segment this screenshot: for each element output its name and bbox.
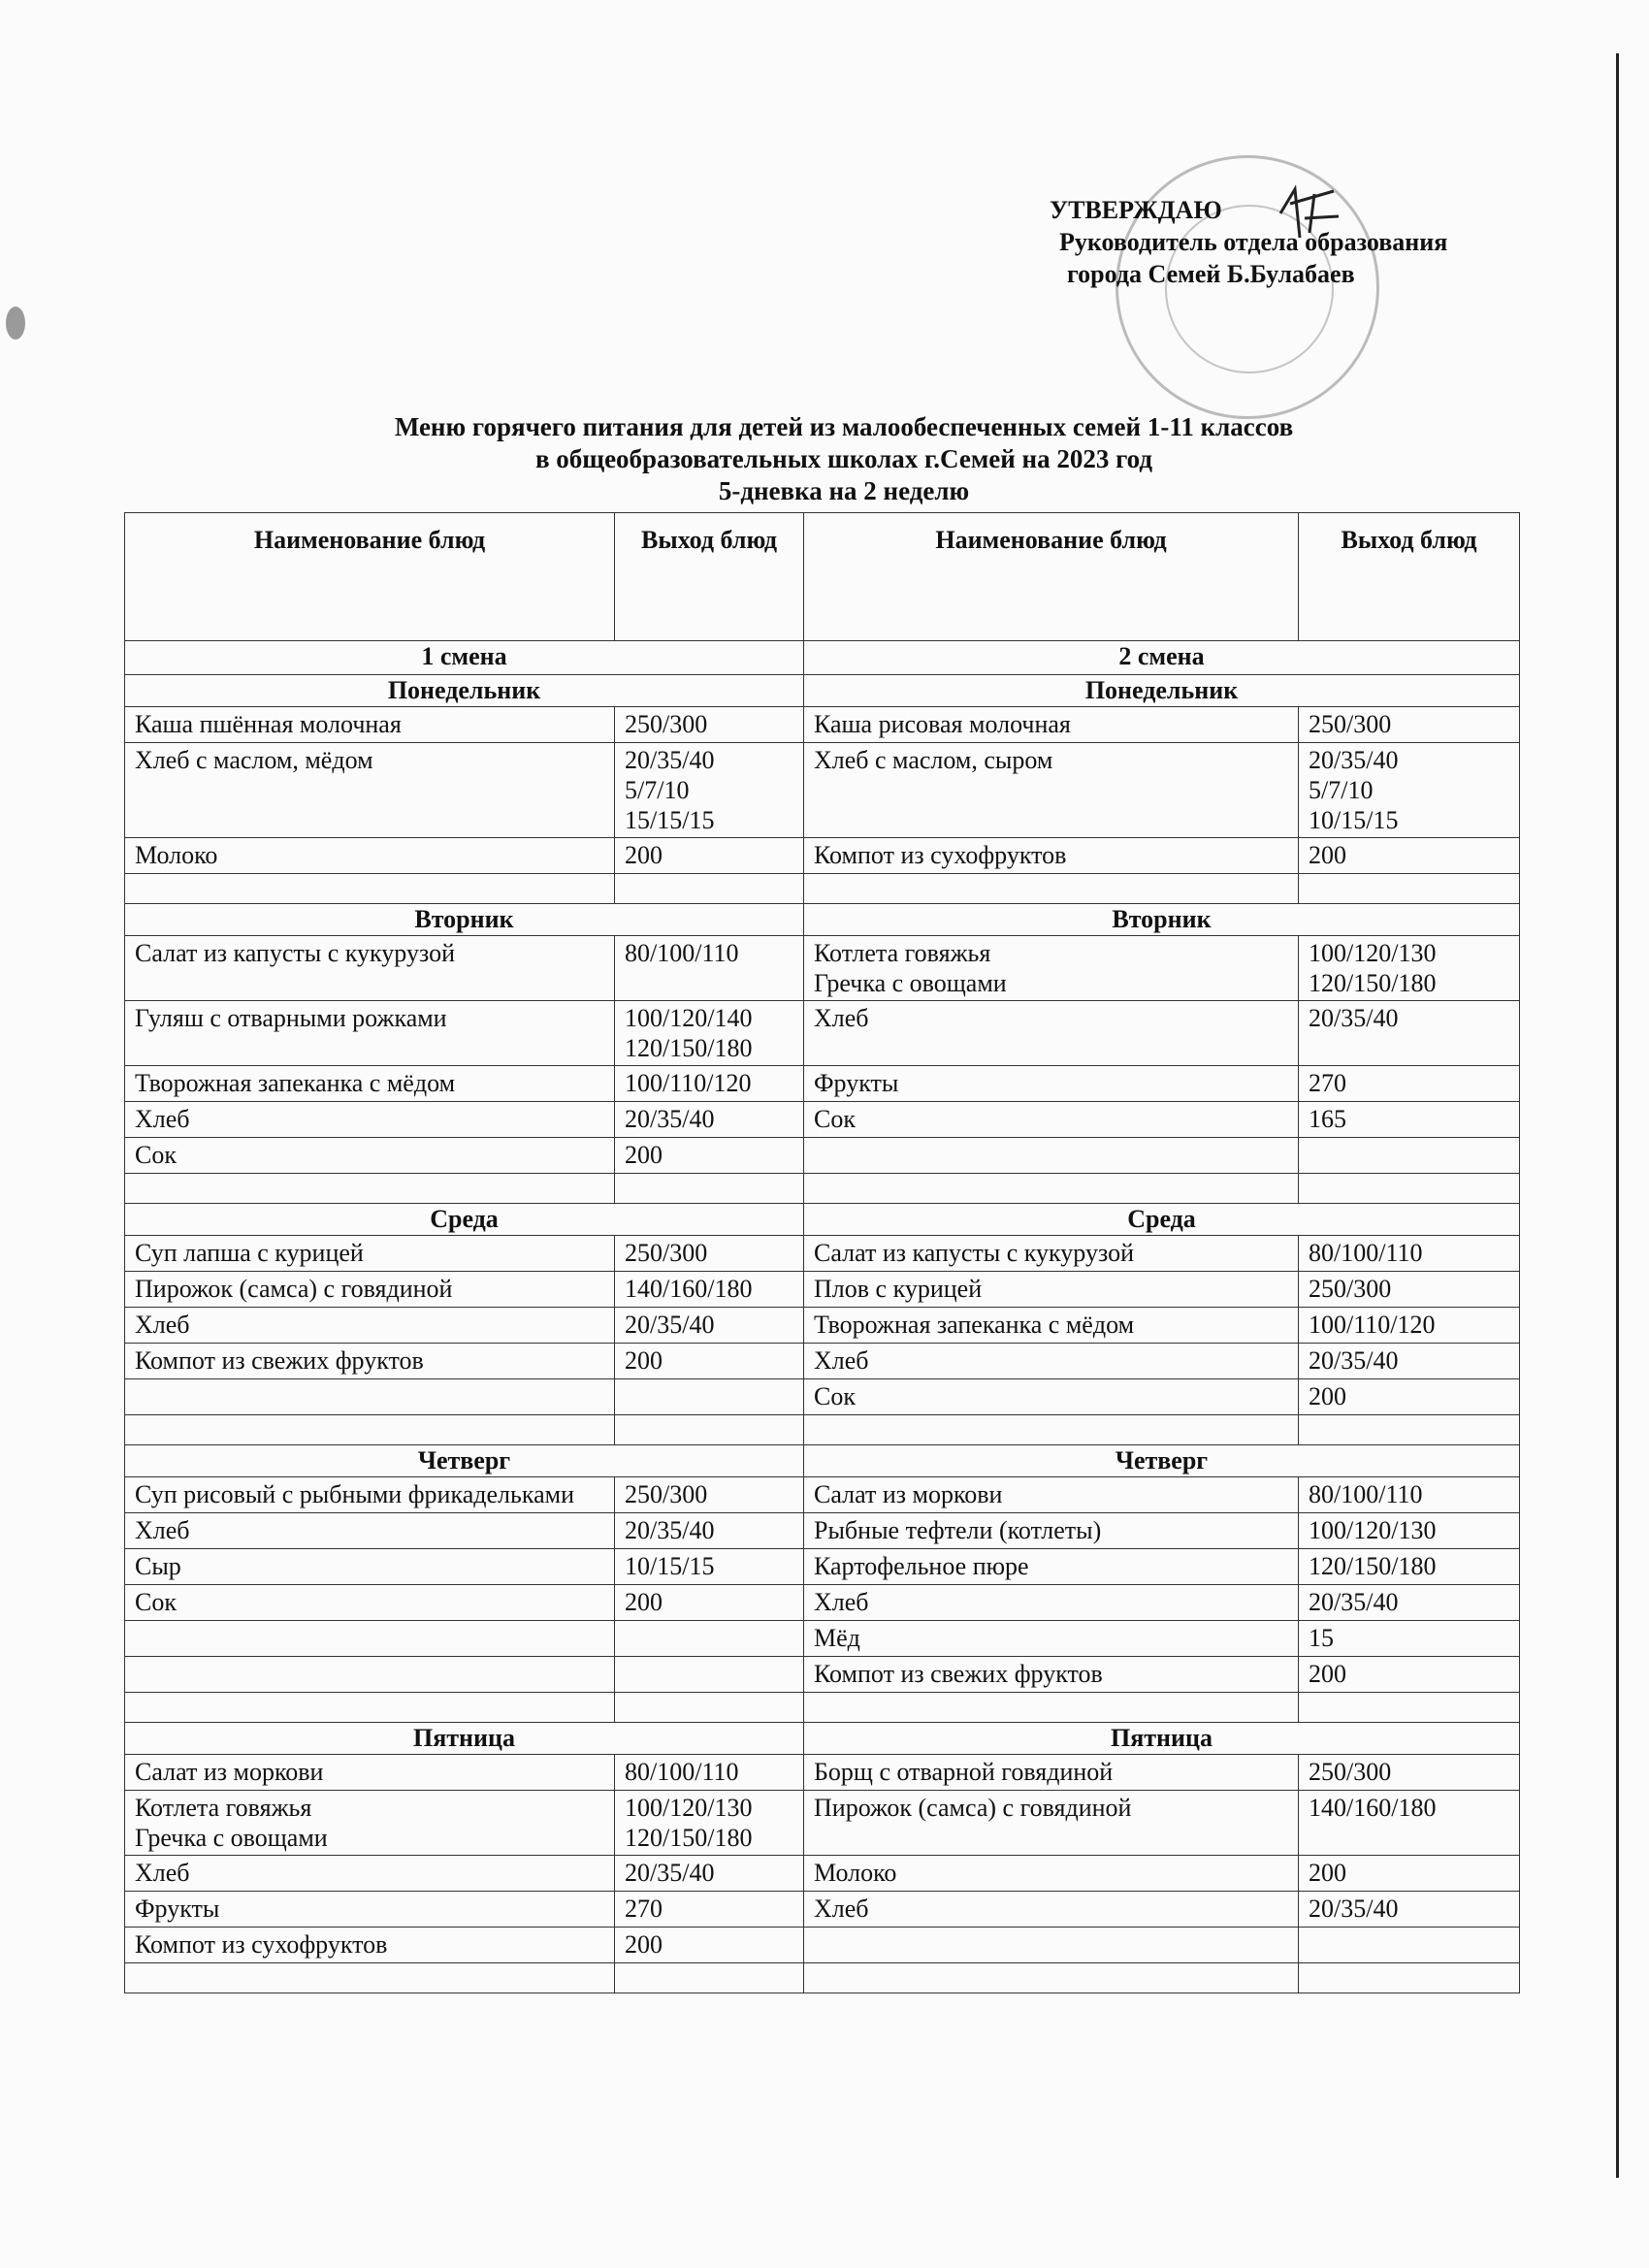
empty-cell [615,1693,804,1723]
table-row [125,1344,1520,1379]
portion-shift-2: 200 [1299,838,1520,874]
portion-shift-2: 250/300 [1299,1272,1520,1308]
empty-cell [804,1174,1299,1204]
day-row [125,1445,1520,1477]
portion-shift-1: 20/35/40 [615,1308,804,1344]
portion-shift-1: 250/300 [615,707,804,743]
portion-shift-1: 20/35/40 [615,1856,804,1892]
dish-name-shift-2: Сок [804,1379,1299,1415]
header-portion-left: Выход блюд [615,513,804,641]
dish-name-shift-2: Пирожок (самса) с говядиной [804,1791,1299,1856]
dish-name-shift-2: Фрукты [804,1066,1299,1102]
portion-shift-1 [615,1621,804,1657]
portion-shift-2: 80/100/110 [1299,1236,1520,1272]
portion-shift-1: 80/100/110 [615,1755,804,1791]
spacer-row [125,874,1520,904]
approval-signatory: города Семей Б.Булабаев [1067,260,1355,288]
dish-name-shift-2: Салат из капусты с кукурузой [804,1236,1299,1272]
dish-name-shift-1: Сок [125,1138,615,1174]
title-line-2: в общеобразовательных школах г.Семей на 2023 год [534,444,1153,473]
day-label-shift-1: Пятница [125,1723,804,1755]
empty-cell [1299,1693,1520,1723]
empty-cell [1299,1415,1520,1445]
spacer-row [125,1415,1520,1445]
portion-shift-2: 20/35/40 [1299,1892,1520,1928]
empty-cell [125,1415,615,1445]
empty-cell [1299,1174,1520,1204]
table-row [125,1138,1520,1174]
table-row [125,1755,1520,1791]
dish-name-shift-2: Хлеб [804,1001,1299,1066]
dish-name-shift-2: Каша рисовая молочная [804,707,1299,743]
scan-edge [1616,53,1619,2178]
portion-shift-1: 250/300 [615,1477,804,1513]
dish-name-shift-1 [125,1379,615,1415]
dish-name-shift-2: Компот из свежих фруктов [804,1657,1299,1693]
portion-shift-2 [1299,1138,1520,1174]
dish-name-shift-1: Сыр [125,1549,615,1585]
dish-name-shift-2: Мёд [804,1621,1299,1657]
dish-name-shift-2: Плов с курицей [804,1272,1299,1308]
portion-shift-2: 140/160/180 [1299,1791,1520,1856]
dish-name-shift-2: Хлеб [804,1892,1299,1928]
portion-shift-2: 200 [1299,1657,1520,1693]
dish-name-shift-2: Рыбные тефтели (котлеты) [804,1513,1299,1549]
punch-hole [6,307,25,340]
day-label-shift-1: Среда [125,1204,804,1236]
portion-shift-1: 20/35/40 [615,1102,804,1138]
portion-shift-2: 120/150/180 [1299,1549,1520,1585]
portion-shift-1: 200 [615,1585,804,1621]
portion-shift-1: 200 [615,1138,804,1174]
day-label-shift-1: Четверг [125,1445,804,1477]
portion-shift-1 [615,1657,804,1693]
portion-shift-1: 200 [615,1928,804,1963]
dish-name-shift-1: Салат из капусты с кукурузой [125,936,615,1001]
table-row [125,1928,1520,1963]
dish-name-shift-2: Борщ с отварной говядиной [804,1755,1299,1791]
empty-cell [615,1174,804,1204]
dish-name-shift-1 [125,1621,615,1657]
table-row [125,936,1520,1001]
dish-name-shift-1: Каша пшённая молочная [125,707,615,743]
table-row [125,1066,1520,1102]
day-label-shift-1: Понедельник [125,675,804,707]
dish-name-shift-1: Молоко [125,838,615,874]
approval-heading: УТВЕРЖДАЮ [1050,196,1222,224]
portion-shift-2: 200 [1299,1379,1520,1415]
dish-name-shift-1: Суп лапша с курицей [125,1236,615,1272]
empty-cell [1299,874,1520,904]
shift-row [125,641,1520,675]
table-row [125,838,1520,874]
portion-shift-2: 15 [1299,1621,1520,1657]
portion-shift-2: 165 [1299,1102,1520,1138]
dish-name-shift-1: Сок [125,1585,615,1621]
table-row [125,1892,1520,1928]
empty-cell [804,1415,1299,1445]
portion-shift-2: 20/35/40 [1299,1001,1520,1066]
portion-shift-2: 250/300 [1299,1755,1520,1791]
day-label-shift-2: Вторник [804,904,1520,936]
table-row [125,1621,1520,1657]
table-row [125,1102,1520,1138]
portion-shift-1: 20/35/40 5/7/10 15/15/15 [615,743,804,838]
dish-name-shift-2: Хлеб с маслом, сыром [804,743,1299,838]
day-label-shift-1: Вторник [125,904,804,936]
table-row [125,1791,1520,1856]
header-dish-name-left: Наименование блюд [125,513,615,641]
dish-name-shift-1 [125,1657,615,1693]
day-row [125,1204,1520,1236]
empty-cell [615,1415,804,1445]
document-title [116,411,1571,507]
dish-name-shift-1: Компот из сухофруктов [125,1928,615,1963]
title-line-1: Меню горячего питания для детей из малообеспеченных семей 1-11 классов [394,412,1294,441]
dish-name-shift-2: Сок [804,1102,1299,1138]
portion-shift-1: 270 [615,1892,804,1928]
portion-shift-1: 140/160/180 [615,1272,804,1308]
portion-shift-2: 200 [1299,1856,1520,1892]
table-row [125,1549,1520,1585]
spacer-row [125,1693,1520,1723]
dish-name-shift-2: Салат из моркови [804,1477,1299,1513]
portion-shift-1: 250/300 [615,1236,804,1272]
dish-name-shift-2: Котлета говяжья Гречка с овощами [804,936,1299,1001]
day-label-shift-2: Четверг [804,1445,1520,1477]
dish-name-shift-1: Пирожок (самса) с говядиной [125,1272,615,1308]
title-line-3: 5-дневка на 2 неделю [718,476,970,505]
spacer-row [125,1963,1520,1993]
empty-cell [804,874,1299,904]
portion-shift-1 [615,1379,804,1415]
empty-cell [125,874,615,904]
empty-cell [804,1963,1299,1993]
portion-shift-2 [1299,1928,1520,1963]
day-label-shift-2: Среда [804,1204,1520,1236]
shift-1-label: 1 смена [125,641,804,675]
menu-table [124,512,1520,1993]
portion-shift-1: 100/120/130 120/150/180 [615,1791,804,1856]
dish-name-shift-2 [804,1138,1299,1174]
empty-cell [1299,1963,1520,1993]
portion-shift-1: 20/35/40 [615,1513,804,1549]
dish-name-shift-2: Картофельное пюре [804,1549,1299,1585]
portion-shift-2: 270 [1299,1066,1520,1102]
table-row [125,1001,1520,1066]
table-row [125,1308,1520,1344]
header-portion-right: Выход блюд [1299,513,1520,641]
table-row [125,707,1520,743]
dish-name-shift-1: Хлеб с маслом, мёдом [125,743,615,838]
portion-shift-1: 200 [615,838,804,874]
dish-name-shift-2: Молоко [804,1856,1299,1892]
dish-name-shift-1: Суп рисовый с рыбными фрикадельками [125,1477,615,1513]
shift-2-label: 2 смена [804,641,1520,675]
dish-name-shift-2: Творожная запеканка с мёдом [804,1308,1299,1344]
dish-name-shift-1: Котлета говяжья Гречка с овощами [125,1791,615,1856]
empty-cell [125,1693,615,1723]
empty-cell [125,1174,615,1204]
portion-shift-1: 100/110/120 [615,1066,804,1102]
table-row [125,1657,1520,1693]
approval-position: Руководитель отдела образования [1059,228,1448,256]
portion-shift-2: 20/35/40 [1299,1344,1520,1379]
day-label-shift-2: Пятница [804,1723,1520,1755]
dish-name-shift-2: Компот из сухофруктов [804,838,1299,874]
table-header-row [125,513,1520,641]
portion-shift-1: 10/15/15 [615,1549,804,1585]
dish-name-shift-2: Хлеб [804,1344,1299,1379]
table-row [125,1236,1520,1272]
portion-shift-1: 80/100/110 [615,936,804,1001]
dish-name-shift-1: Хлеб [125,1308,615,1344]
portion-shift-2: 20/35/40 [1299,1585,1520,1621]
table-row [125,1585,1520,1621]
day-row [125,1723,1520,1755]
table-row [125,1513,1520,1549]
portion-shift-2: 100/110/120 [1299,1308,1520,1344]
empty-cell [615,874,804,904]
day-label-shift-2: Понедельник [804,675,1520,707]
header-dish-name-right: Наименование блюд [804,513,1299,641]
dish-name-shift-1: Хлеб [125,1856,615,1892]
table-row [125,1379,1520,1415]
portion-shift-2: 100/120/130 [1299,1513,1520,1549]
empty-cell [125,1963,615,1993]
empty-cell [615,1963,804,1993]
dish-name-shift-1: Творожная запеканка с мёдом [125,1066,615,1102]
portion-shift-2: 250/300 [1299,707,1520,743]
portion-shift-2: 20/35/40 5/7/10 10/15/15 [1299,743,1520,838]
table-row [125,743,1520,838]
portion-shift-2: 100/120/130 120/150/180 [1299,936,1520,1001]
dish-name-shift-1: Салат из моркови [125,1755,615,1791]
dish-name-shift-1: Фрукты [125,1892,615,1928]
dish-name-shift-1: Компот из свежих фруктов [125,1344,615,1379]
spacer-row [125,1174,1520,1204]
day-row [125,904,1520,936]
dish-name-shift-2 [804,1928,1299,1963]
table-row [125,1856,1520,1892]
table-row [125,1272,1520,1308]
dish-name-shift-2: Хлеб [804,1585,1299,1621]
portion-shift-2: 80/100/110 [1299,1477,1520,1513]
dish-name-shift-1: Хлеб [125,1102,615,1138]
empty-cell [804,1693,1299,1723]
day-row [125,675,1520,707]
dish-name-shift-1: Гуляш с отварными рожками [125,1001,615,1066]
portion-shift-1: 200 [615,1344,804,1379]
portion-shift-1: 100/120/140 120/150/180 [615,1001,804,1066]
table-row [125,1477,1520,1513]
dish-name-shift-1: Хлеб [125,1513,615,1549]
approval-block [1050,194,1573,290]
